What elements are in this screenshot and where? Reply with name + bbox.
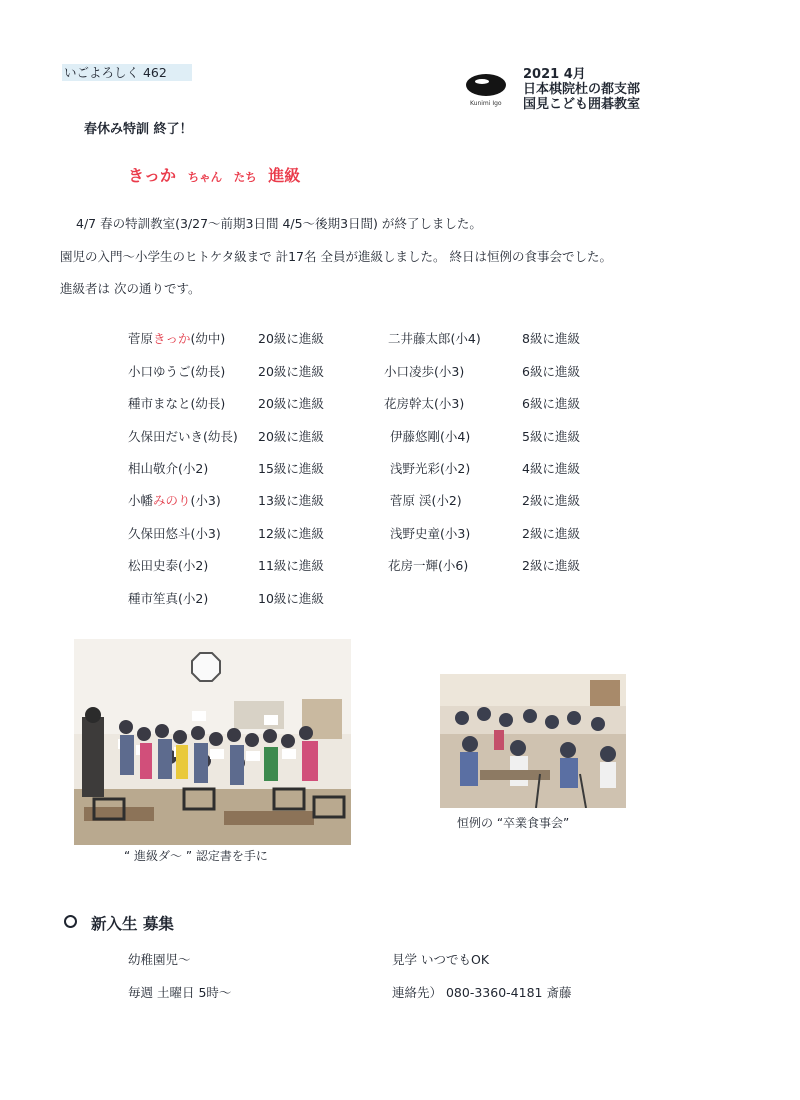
photo-caption-left: “ 進級ダ～ ” 認定書を手に bbox=[124, 849, 268, 863]
promotion-level: 20級に進級 bbox=[258, 331, 324, 346]
recruit-schedule: 毎週 土曜日 5時～ bbox=[128, 985, 232, 1000]
graduation-meal-photo bbox=[440, 674, 626, 808]
header-classroom: 国見こども囲碁教室 bbox=[523, 97, 641, 112]
promotion-level: 20級に進級 bbox=[258, 364, 324, 379]
student-name: 種市まなと(幼長) bbox=[128, 396, 226, 411]
student-name: 久保田だいき(幼長) bbox=[128, 429, 238, 444]
promotion-level: 2級に進級 bbox=[522, 558, 580, 573]
headline-part2: ちゃん bbox=[187, 170, 223, 184]
promotion-level: 13級に進級 bbox=[258, 493, 324, 508]
issue-label: いごよろしく 462 bbox=[62, 64, 192, 81]
subtitle: 春休み特訓 終了！ bbox=[84, 122, 193, 137]
promotion-level: 10級に進級 bbox=[258, 591, 324, 606]
header-organization: 日本棋院杜の都支部 bbox=[523, 82, 641, 97]
recruit-title: 新入生 募集 bbox=[91, 915, 174, 933]
student-name: 花房一輝(小6) bbox=[388, 558, 469, 573]
student-name: 浅野史童(小3) bbox=[390, 526, 471, 541]
student-name: 小口ゆうご(幼長) bbox=[128, 364, 226, 379]
promotion-level: 12級に進級 bbox=[258, 526, 324, 541]
student-name: 小口凌歩(小3) bbox=[384, 364, 465, 379]
body-line-3: 進級者は 次の通りです。 bbox=[60, 281, 201, 296]
promotion-level: 2級に進級 bbox=[522, 493, 580, 508]
headline-part4: 進級 bbox=[268, 166, 301, 185]
recruit-age: 幼稚園児～ bbox=[128, 952, 191, 967]
bullet-circle-icon bbox=[64, 915, 77, 928]
recruit-heading bbox=[64, 912, 174, 934]
name-suffix: (小3) bbox=[190, 493, 221, 508]
student-name: 種市笙真(小2) bbox=[128, 591, 209, 606]
name-highlight: きっか bbox=[153, 331, 191, 346]
promotion-level: 8級に進級 bbox=[522, 331, 580, 346]
promotion-level: 11級に進級 bbox=[258, 558, 324, 573]
student-name: 久保田悠斗(小3) bbox=[128, 526, 221, 541]
kunimi-igo-logo bbox=[466, 74, 510, 114]
promotion-level: 4級に進級 bbox=[522, 461, 580, 476]
promotion-level: 15級に進級 bbox=[258, 461, 324, 476]
logo-text: Kunimi Igo bbox=[470, 100, 502, 107]
student-name: 伊藤悠剛(小4) bbox=[390, 429, 471, 444]
promotion-row bbox=[128, 491, 221, 509]
student-name: 浅野光彩(小2) bbox=[390, 461, 471, 476]
body-line-1: 4/7 春の特訓教室(3/27～前期3日間 4/5～後期3日間) が終了しました。 bbox=[76, 216, 482, 231]
headline-part3: たち bbox=[233, 170, 257, 184]
student-name: 二井藤太郎(小4) bbox=[388, 331, 481, 346]
recruit-visit: 見学 いつでもOK bbox=[392, 952, 490, 967]
name-suffix: (幼中) bbox=[190, 331, 226, 346]
promotion-level: 5級に進級 bbox=[522, 429, 580, 444]
promotion-row bbox=[128, 329, 225, 347]
student-name: 松田史泰(小2) bbox=[128, 558, 209, 573]
name-text: 菅原 bbox=[128, 331, 154, 346]
headline bbox=[128, 163, 300, 186]
photo-caption-right: 恒例の “卒業食事会” bbox=[457, 816, 570, 830]
promotion-level: 6級に進級 bbox=[522, 396, 580, 411]
recruit-contact: 連絡先） 080-3360-4181 斎藤 bbox=[392, 985, 572, 1000]
name-text: 小幡 bbox=[128, 493, 154, 508]
name-highlight: みのり bbox=[153, 493, 191, 508]
student-name: 花房幹太(小3) bbox=[384, 396, 465, 411]
promotion-level: 20級に進級 bbox=[258, 396, 324, 411]
student-name: 相山敬介(小2) bbox=[128, 461, 209, 476]
promotion-level: 20級に進級 bbox=[258, 429, 324, 444]
classroom-certificates-photo bbox=[74, 639, 351, 845]
student-name bbox=[128, 331, 225, 346]
header-date: 2021 4月 bbox=[523, 67, 586, 82]
promotion-level: 6級に進級 bbox=[522, 364, 580, 379]
student-name: 菅原 渓(小2) bbox=[390, 493, 462, 508]
body-line-2: 園児の入門～小学生のヒトケタ級まで 計17名 全員が進級しました。 終日は恒例の食事会でした。 bbox=[60, 249, 612, 264]
go-stone-logo-icon bbox=[466, 74, 506, 96]
promotion-level: 2級に進級 bbox=[522, 526, 580, 541]
headline-part1: きっか bbox=[128, 166, 177, 185]
